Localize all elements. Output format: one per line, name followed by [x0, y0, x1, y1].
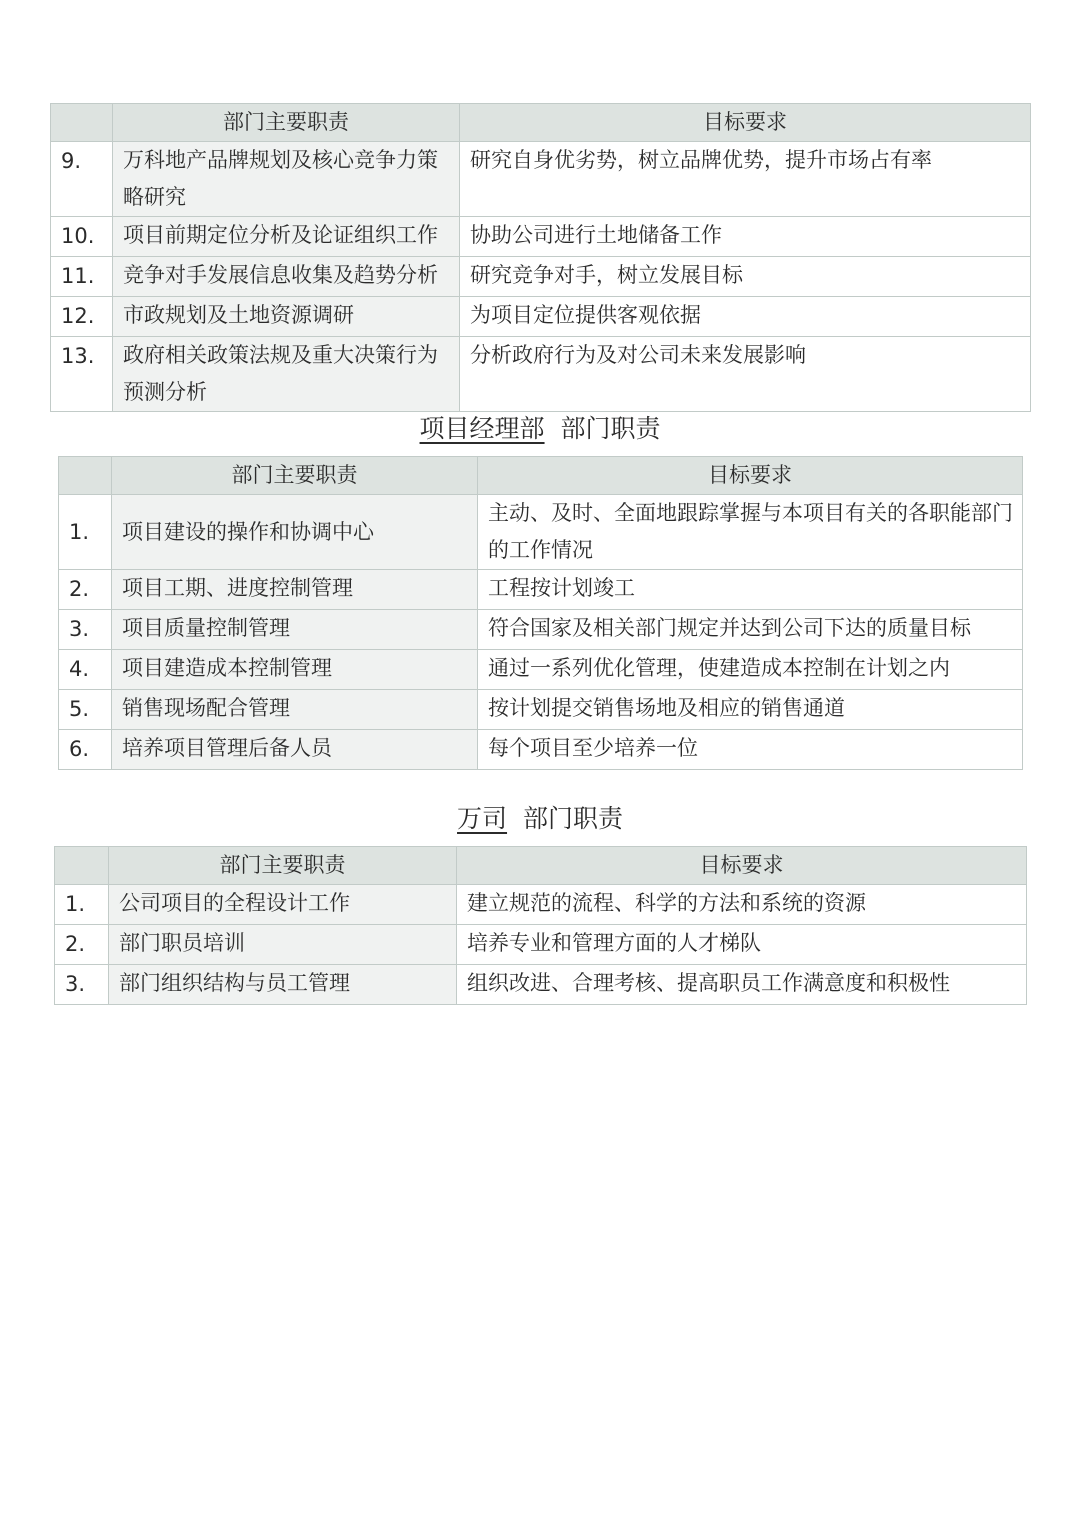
row-duty: 项目工期、进度控制管理 — [112, 570, 478, 610]
row-duty: 政府相关政策法规及重大决策行为预测分析 — [113, 337, 460, 412]
row-goal: 工程按计划竣工 — [478, 570, 1023, 610]
table-header-row — [59, 457, 1023, 495]
row-number: 3. — [55, 965, 109, 1005]
table-row — [51, 217, 1031, 257]
row-number: 10. — [51, 217, 113, 257]
row-goal: 协助公司进行土地储备工作 — [460, 217, 1031, 257]
row-number: 2. — [59, 570, 112, 610]
row-duty: 培养项目管理后备人员 — [112, 730, 478, 770]
header-goal: 目标要求 — [478, 457, 1023, 495]
row-goal: 分析政府行为及对公司未来发展影响 — [460, 337, 1031, 412]
project-management-duties-table — [58, 456, 1023, 770]
row-number: 5. — [59, 690, 112, 730]
row-goal: 建立规范的流程、科学的方法和系统的资源 — [457, 885, 1027, 925]
row-goal: 主动、及时、全面地跟踪掌握与本项目有关的各职能部门的工作情况 — [478, 495, 1023, 570]
header-duty: 部门主要职责 — [112, 457, 478, 495]
header-duty: 部门主要职责 — [109, 847, 457, 885]
row-number: 9. — [51, 142, 113, 217]
section-heading-design — [0, 802, 1080, 836]
heading-suffix: 部门职责 — [560, 414, 661, 443]
table-header-row — [55, 847, 1027, 885]
row-goal: 每个项目至少培养一位 — [478, 730, 1023, 770]
row-number: 13. — [51, 337, 113, 412]
row-duty: 竞争对手发展信息收集及趋势分析 — [113, 257, 460, 297]
table-row — [59, 570, 1023, 610]
row-duty: 项目建设的操作和协调中心 — [112, 495, 478, 570]
header-duty: 部门主要职责 — [113, 104, 460, 142]
table-row — [59, 495, 1023, 570]
header-num-cell — [51, 104, 113, 142]
duties-table-continued — [50, 103, 1031, 412]
row-duty: 市政规划及土地资源调研 — [113, 297, 460, 337]
row-goal: 按计划提交销售场地及相应的销售通道 — [478, 690, 1023, 730]
row-duty: 项目建造成本控制管理 — [112, 650, 478, 690]
header-goal: 目标要求 — [460, 104, 1031, 142]
row-goal: 培养专业和管理方面的人才梯队 — [457, 925, 1027, 965]
row-number: 2. — [55, 925, 109, 965]
table-row — [55, 965, 1027, 1005]
row-number: 12. — [51, 297, 113, 337]
table-row — [51, 142, 1031, 217]
heading-suffix: 部门职责 — [522, 804, 623, 833]
design-duties-table — [54, 846, 1027, 1005]
table-row — [59, 690, 1023, 730]
row-number: 4. — [59, 650, 112, 690]
row-goal: 研究自身优劣势，树立品牌优势，提升市场占有率 — [460, 142, 1031, 217]
row-duty: 部门职员培训 — [109, 925, 457, 965]
row-goal: 组织改进、合理考核、提高职员工作满意度和积极性 — [457, 965, 1027, 1005]
department-name: 万司 — [457, 804, 508, 833]
table-row — [59, 610, 1023, 650]
row-duty: 部门组织结构与员工管理 — [109, 965, 457, 1005]
section-heading-project-management — [0, 412, 1080, 446]
table-header-row — [51, 104, 1031, 142]
header-num-cell — [55, 847, 109, 885]
table-row — [55, 885, 1027, 925]
row-number: 3. — [59, 610, 112, 650]
row-number: 1. — [55, 885, 109, 925]
row-number: 11. — [51, 257, 113, 297]
row-number: 1. — [59, 495, 112, 570]
table-row — [55, 925, 1027, 965]
row-duty: 销售现场配合管理 — [112, 690, 478, 730]
table-row — [59, 650, 1023, 690]
table-row — [51, 337, 1031, 412]
row-goal: 符合国家及相关部门规定并达到公司下达的质量目标 — [478, 610, 1023, 650]
row-duty: 万科地产品牌规划及核心竞争力策略研究 — [113, 142, 460, 217]
row-duty: 项目质量控制管理 — [112, 610, 478, 650]
row-goal: 为项目定位提供客观依据 — [460, 297, 1031, 337]
table-row — [51, 257, 1031, 297]
row-duty: 项目前期定位分析及论证组织工作 — [113, 217, 460, 257]
row-goal: 研究竞争对手，树立发展目标 — [460, 257, 1031, 297]
table-row — [51, 297, 1031, 337]
row-duty: 公司项目的全程设计工作 — [109, 885, 457, 925]
row-goal: 通过一系列优化管理，使建造成本控制在计划之内 — [478, 650, 1023, 690]
header-num-cell — [59, 457, 112, 495]
row-number: 6. — [59, 730, 112, 770]
table-row — [59, 730, 1023, 770]
header-goal: 目标要求 — [457, 847, 1027, 885]
department-name: 项目经理部 — [419, 414, 545, 443]
